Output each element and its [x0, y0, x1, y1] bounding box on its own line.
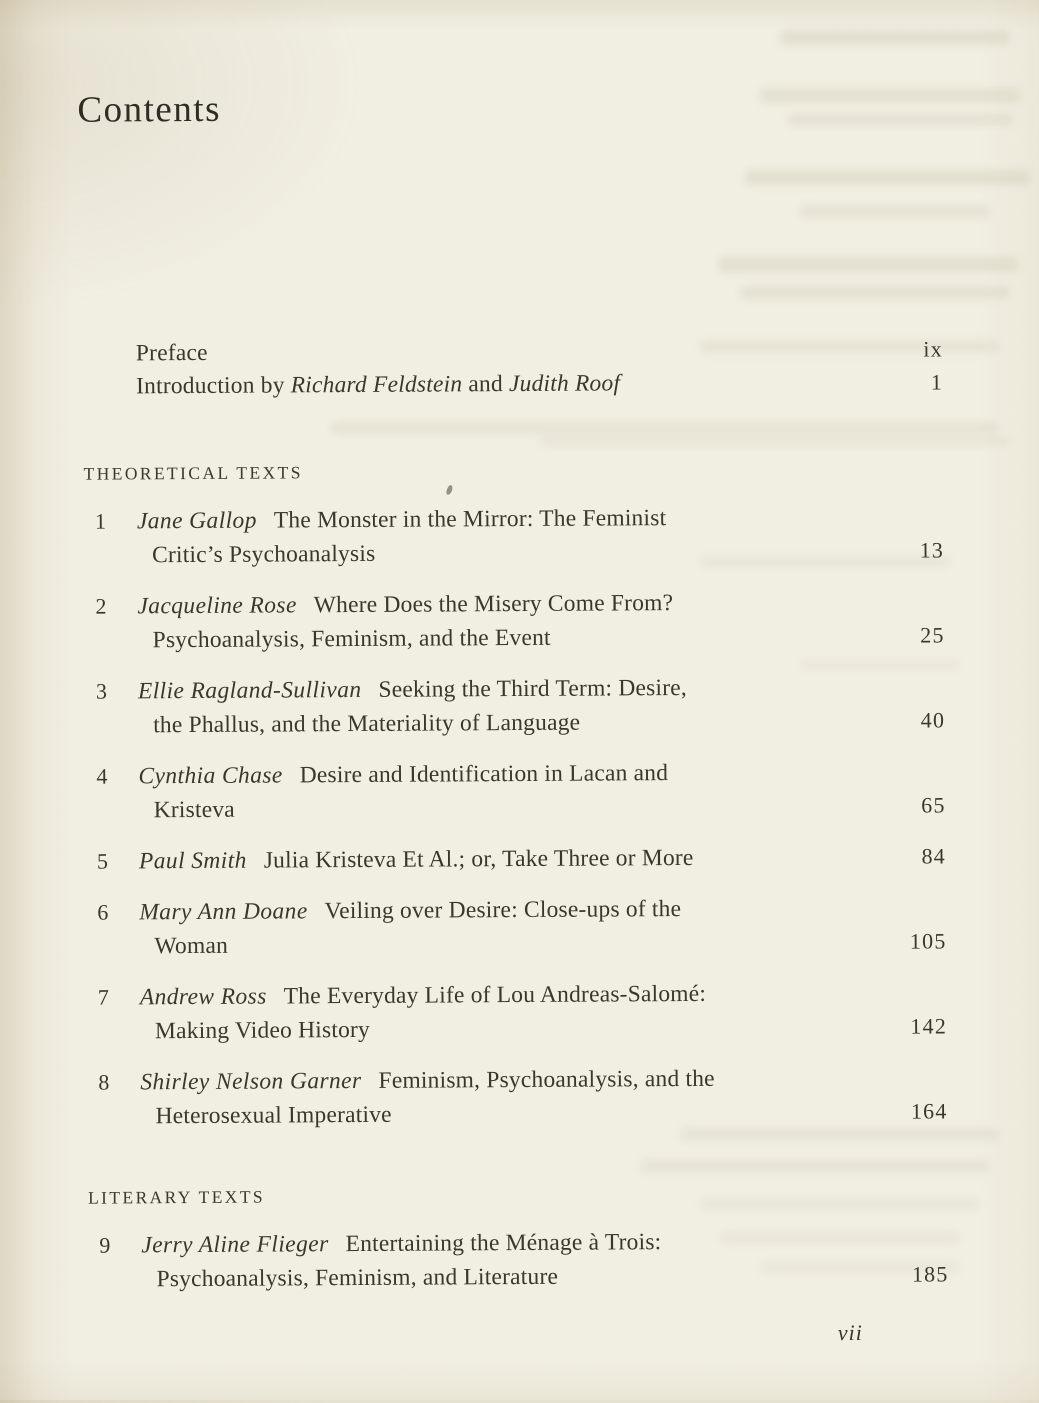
preface-page-number: ix [923, 336, 943, 362]
entry-title-line-2: Psychoanalysis, Feminism, and Literature [156, 1263, 559, 1293]
entry-title-line-1: Veiling over Desire: Close-ups of the [324, 896, 682, 925]
entry-author: Jerry Aline Flieger [141, 1231, 329, 1259]
entry-title-line-1: Entertaining the Ménage à Trois: [345, 1229, 662, 1258]
entry-title-line-2: the Phallus, and the Materiality of Language [153, 709, 581, 739]
entry-author: Ellie Ragland-Sullivan [137, 676, 362, 705]
entry-list [88, 1223, 948, 1296]
toc-entry-3 [85, 669, 945, 742]
toc-entry-1 [84, 499, 944, 572]
entry-title-line-2: Woman [154, 932, 229, 960]
entry-list [84, 499, 948, 1133]
entry-page-number: 25 [920, 622, 945, 648]
entry-page-number: 84 [921, 843, 947, 869]
entry-line-1 [137, 584, 944, 623]
entry-title-line-1: Feminism, Psychoanalysis, and the [378, 1065, 715, 1094]
entry-line-1 [138, 754, 945, 793]
entry-number: 7 [97, 984, 110, 1010]
toc-entry-7 [87, 975, 947, 1048]
entry-number: 8 [98, 1069, 110, 1095]
entry-title-line-2: Kristeva [153, 796, 235, 824]
entry-line-1 [141, 1223, 948, 1262]
entry-page-number: 142 [910, 1013, 948, 1039]
entry-line-1 [137, 499, 944, 538]
entry-line-1 [138, 669, 945, 708]
intro-author-roof: Judith Roof [508, 370, 621, 398]
entry-author: Cynthia Chase [138, 762, 283, 790]
entry-author: Jane Gallop [136, 507, 257, 535]
entry-number: 1 [94, 508, 107, 534]
introduction-label: Introduction by [135, 372, 291, 400]
entry-title-line-1: Seeking the Third Term: Desire, [378, 674, 688, 703]
section-theoretical-texts [84, 457, 948, 1133]
entry-author: Shirley Nelson Garner [140, 1067, 362, 1096]
entry-number: 2 [95, 593, 107, 619]
entry-title-line-1: Desire and Identification in Lacan and [299, 760, 669, 789]
entry-line-1 [140, 975, 947, 1014]
entry-number: 3 [95, 678, 108, 704]
entry-title-line-1: Julia Kristeva Et Al.; or, Take Three or More [263, 844, 694, 874]
entry-title-line-1: The Everyday Life of Lou Andreas-Salomé: [283, 980, 707, 1010]
entry-number: 6 [97, 899, 109, 925]
entry-line-1 [140, 1060, 947, 1099]
page-title: Contents [77, 88, 222, 131]
entry-author: Mary Ann Doane [139, 898, 308, 926]
entry-line-1 [139, 839, 946, 878]
preface-label: Preface [135, 339, 208, 367]
entry-title-line-2: Critic’s Psychoanalysis [152, 540, 376, 569]
toc-entry-5 [86, 839, 946, 878]
intro-conjunction: and [462, 371, 510, 398]
introduction-row [83, 365, 943, 403]
entry-page-number: 40 [920, 707, 946, 733]
entry-page-number: 105 [909, 928, 947, 954]
toc-entry-9 [88, 1223, 948, 1296]
entry-title-line-1: Where Does the Misery Come From? [313, 590, 674, 619]
introduction-page-number: 1 [930, 369, 944, 395]
entry-author: Andrew Ross [139, 983, 267, 1011]
section-literary-texts [88, 1181, 949, 1296]
entry-title-line-2: Psychoanalysis, Feminism, and the Event [152, 624, 551, 654]
entry-title-line-2: Making Video History [154, 1016, 371, 1045]
entry-number: 9 [99, 1232, 111, 1258]
section-heading-theoretical: THEORETICAL TEXTS [83, 462, 303, 484]
toc-entry-8 [87, 1060, 947, 1133]
entry-title-line-2: Heterosexual Imperative [155, 1101, 392, 1130]
entry-author: Paul Smith [138, 847, 247, 875]
entry-line-1 [139, 890, 946, 929]
entry-title-line-1: The Monster in the Mirror: The Feminist [273, 505, 667, 534]
toc-entry-6 [86, 890, 946, 963]
intro-author-feldstein: Richard Feldstein [290, 371, 463, 399]
entry-page-number: 65 [921, 792, 946, 818]
entry-page-number: 13 [919, 537, 945, 563]
folio: vii [837, 1319, 863, 1346]
toc-entry-4 [85, 754, 945, 827]
entry-author: Jacqueline Rose [137, 592, 297, 620]
preface-row [83, 332, 943, 370]
entry-page-number: 164 [910, 1098, 948, 1124]
toc-entry-2 [84, 584, 944, 657]
entry-page-number: 185 [911, 1261, 949, 1287]
entry-number: 4 [96, 763, 108, 789]
front-matter [83, 332, 943, 403]
section-heading-literary: LITERARY TEXTS [87, 1186, 266, 1208]
entry-number: 5 [96, 848, 109, 874]
